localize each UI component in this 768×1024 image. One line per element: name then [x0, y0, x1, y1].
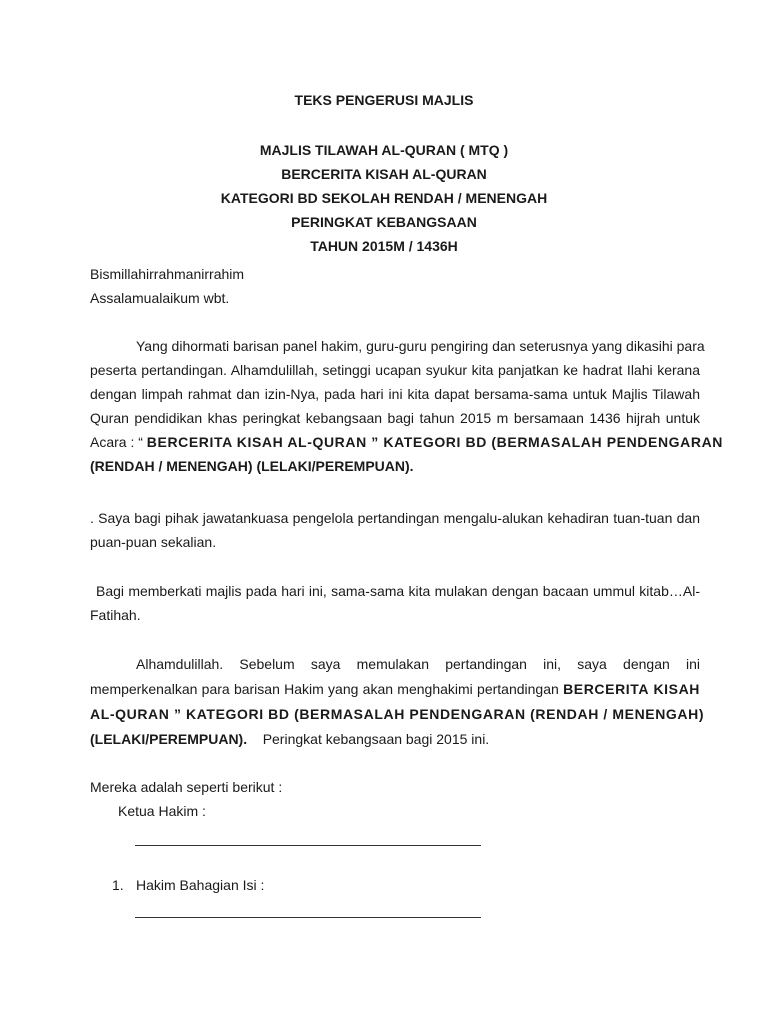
- paragraph-1-line-2: peserta pertandingan. Alhamdulillah, setinggi ucapan syukur kita panjatkan ke hadrat Ilahi kerana: [90, 362, 700, 378]
- paragraph-4-line-3: AL-QURAN ” KATEGORI BD (BERMASALAH PENDENGARAN (RENDAH / MENENGAH): [90, 706, 705, 722]
- judges-intro: Mereka adalah seperti berikut :: [90, 779, 283, 795]
- judge-1-blank-line: [135, 917, 481, 918]
- paragraph-4-line-1: Alhamdulillah. Sebelum saya memulakan pertandingan ini, saya dengan ini: [136, 656, 700, 672]
- intro-text: memperkenalkan para barisan Hakim yang akan menghakimi pertandingan: [90, 681, 559, 697]
- paragraph-1-line-1: Yang dihormati barisan panel hakim, guru-guru pengiring dan seterusnya yang dikasihi para: [136, 338, 705, 354]
- paragraph-1-line-6: (RENDAH / MENENGAH) (LELAKI/PEREMPUAN).: [90, 458, 414, 474]
- event-name: MAJLIS TILAWAH AL-QURAN ( MTQ ): [259, 142, 509, 158]
- event-category: KATEGORI BD SEKOLAH RENDAH / MENENGAH: [220, 190, 548, 206]
- gender-category: (LELAKI/PEREMPUAN).: [90, 731, 248, 747]
- level-text: Peringkat kebangsaan bagi 2015 ini.: [262, 731, 490, 747]
- event-label: Acara : “: [90, 434, 143, 450]
- judge-1-number: 1.: [112, 877, 124, 893]
- judge-1-label: Hakim Bahagian Isi :: [136, 877, 265, 893]
- event-subtitle: BERCERITA KISAH AL-QURAN: [281, 166, 487, 182]
- event-title-bold-2: BERCERITA KISAH: [563, 681, 701, 697]
- paragraph-1-line-5: [90, 434, 723, 450]
- paragraph-1-line-3: dengan limpah rahmat dan izin-Nya, pada hari ini kita dapat bersama-sama untuk Majlis Tilawah: [90, 386, 700, 402]
- paragraph-2-line-2: puan-puan sekalian.: [90, 534, 217, 550]
- paragraph-1-line-4: Quran pendidikan khas peringkat kebangsaan bagi tahun 2015 m bersamaan 1436 hijrah untuk: [90, 410, 700, 426]
- paragraph-3-line-1: Bagi memberkati majlis pada hari ini, sama-sama kita mulakan dengan bacaan ummul kitab…Al-: [96, 583, 700, 599]
- document-title: TEKS PENGERUSI MAJLIS: [294, 92, 474, 108]
- paragraph-4-line-2: [90, 681, 700, 697]
- chief-judge-label: Ketua Hakim :: [118, 803, 206, 819]
- paragraph-3-line-2: Fatihah.: [90, 607, 141, 623]
- chief-judge-blank-line: [135, 845, 481, 846]
- greeting-bismillah: Bismillahirrahmanirrahim: [90, 266, 245, 282]
- event-year: TAHUN 2015M / 1436H: [310, 238, 458, 254]
- paragraph-4-line-4: [90, 731, 489, 747]
- event-level: PERINGKAT KEBANGSAAN: [291, 214, 477, 230]
- greeting-salam: Assalamualaikum wbt.: [90, 290, 230, 306]
- event-title-bold: BERCERITA KISAH AL-QURAN ” KATEGORI BD (BERMASALAH PENDENGARAN: [146, 434, 723, 450]
- paragraph-2-line-1: . Saya bagi pihak jawatankuasa pengelola pertandingan mengalu-alukan kehadiran tuan-tuan dan: [90, 510, 700, 526]
